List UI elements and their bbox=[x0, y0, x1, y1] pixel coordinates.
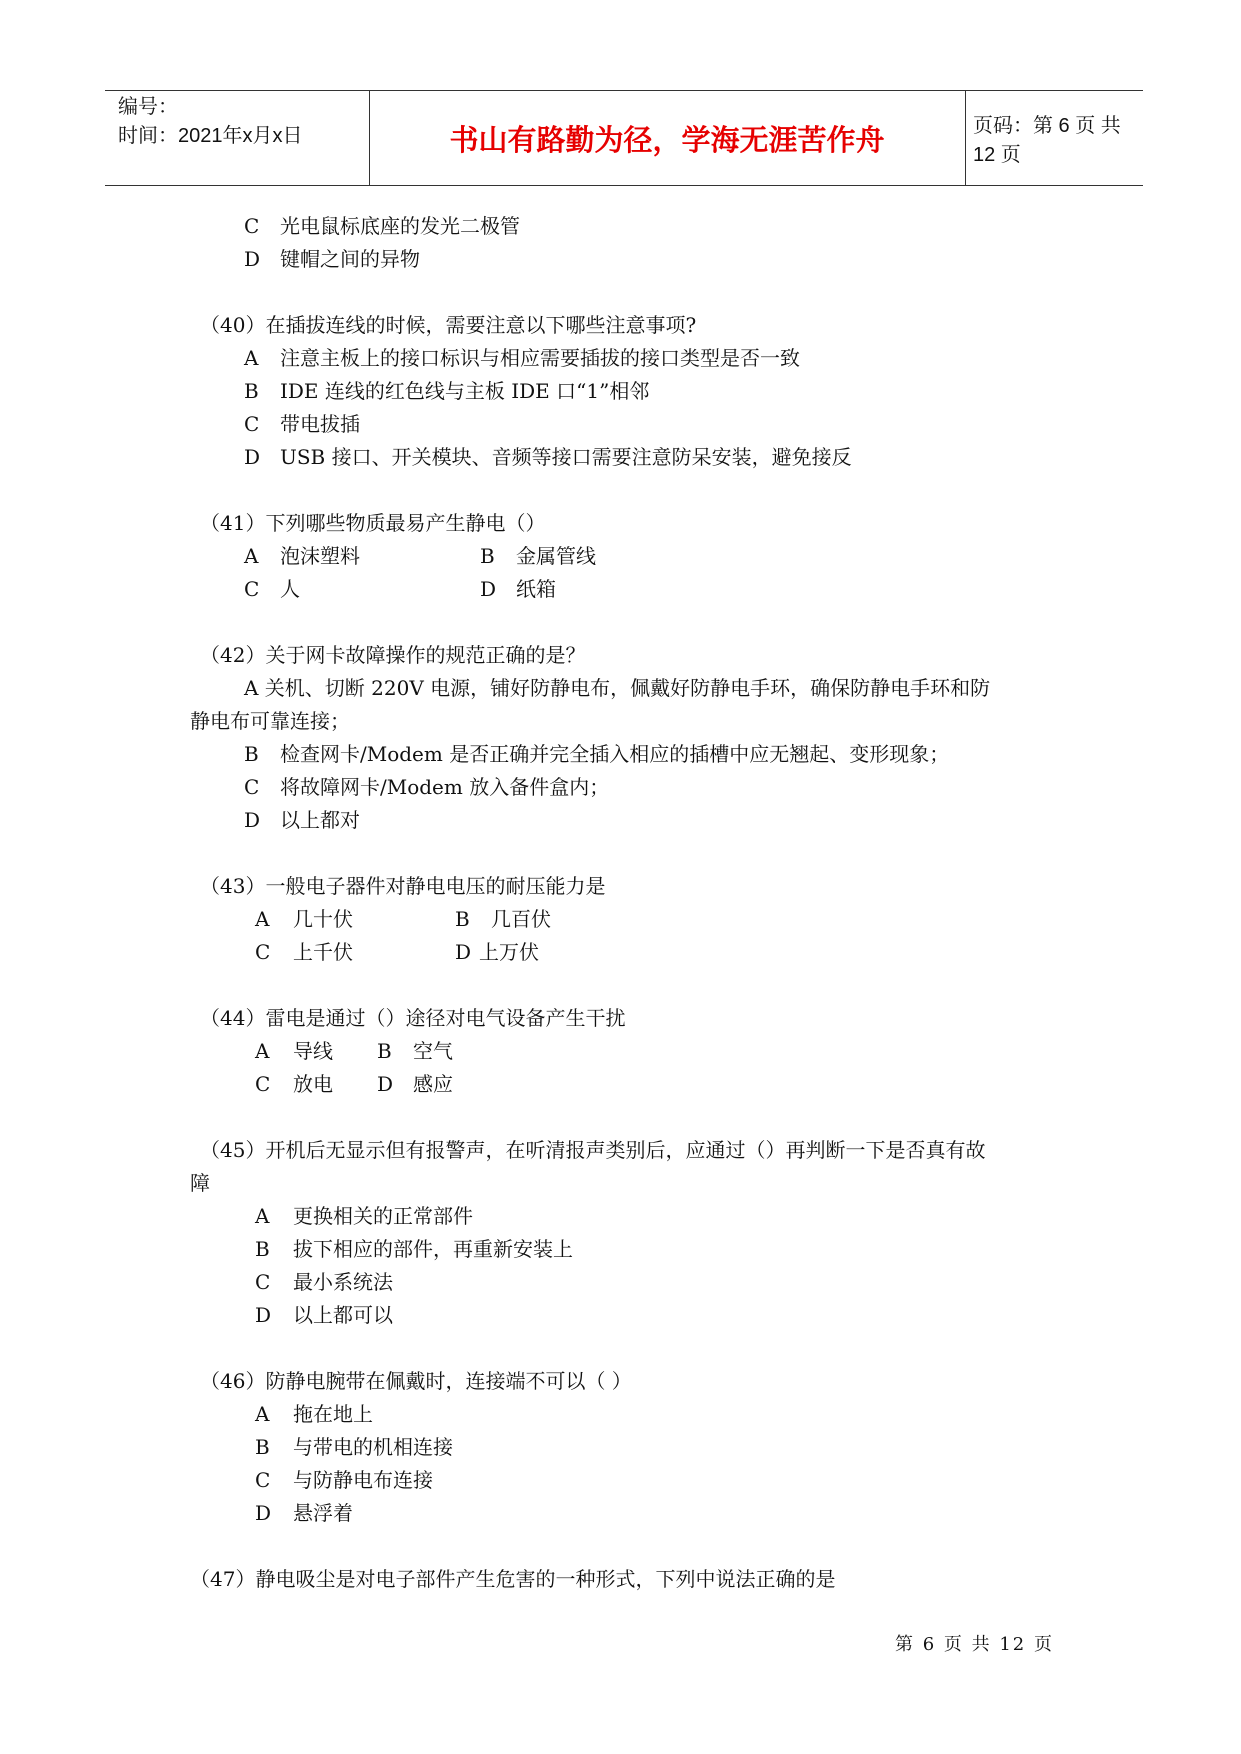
option-line bbox=[244, 243, 1070, 276]
page-footer: 第 6 页 共 12 页 bbox=[895, 1634, 1054, 1655]
question-45 bbox=[190, 1134, 1070, 1332]
option-text: 感应 bbox=[413, 1072, 453, 1096]
header-time-label: 时间：2021年x月x日 bbox=[118, 125, 303, 147]
question-stem: （44）雷电是通过（）途径对电气设备产生干扰 bbox=[200, 1006, 626, 1030]
option-letter: C bbox=[244, 775, 260, 799]
option-text: 放电 bbox=[293, 1072, 333, 1096]
option-text: 带电拔插 bbox=[280, 412, 360, 436]
option-text: 光电鼠标底座的发光二极管 bbox=[280, 214, 520, 238]
document-body bbox=[190, 210, 1070, 1596]
question-stem: （40）在插拔连线的时候，需要注意以下哪些注意事项? bbox=[200, 313, 697, 337]
option-text: 注意主板上的接口标识与相应需要插拔的接口类型是否一致 bbox=[280, 346, 800, 370]
option-text: 键帽之间的异物 bbox=[280, 247, 420, 271]
option-letter: B bbox=[455, 907, 470, 931]
question-stem: （43）一般电子器件对静电电压的耐压能力是 bbox=[200, 874, 606, 898]
question-44 bbox=[190, 1002, 1070, 1101]
option-line bbox=[244, 771, 1070, 804]
option-letter: D bbox=[244, 808, 261, 832]
option-letter: C bbox=[255, 1468, 271, 1492]
option-text: 金属管线 bbox=[516, 544, 596, 568]
option-line bbox=[255, 1200, 1070, 1233]
option-text: IDE 连线的红色线与主板 IDE 口“1”相邻 bbox=[280, 379, 650, 403]
option-a-line2: 静电布可靠连接； bbox=[190, 709, 350, 733]
header-divider bbox=[965, 91, 966, 185]
option-letter: A bbox=[255, 1039, 270, 1063]
option-line bbox=[255, 1299, 1070, 1332]
option-text: 泡沫塑料 bbox=[280, 544, 360, 568]
option-text: 悬浮着 bbox=[293, 1501, 353, 1525]
option-letter: A bbox=[244, 346, 259, 370]
option-letter: D bbox=[455, 940, 472, 964]
option-text: 与防静电布连接 bbox=[293, 1468, 433, 1492]
option-line bbox=[255, 1398, 1070, 1431]
option-line bbox=[244, 210, 1070, 243]
option-letter: A bbox=[255, 1402, 270, 1426]
option-letter: C bbox=[255, 1270, 271, 1294]
question-stem: （45）开机后无显示但有报警声，在听清报声类别后，应通过（）再判断一下是否真有故 bbox=[200, 1138, 986, 1162]
page-header bbox=[105, 90, 1143, 186]
option-line bbox=[244, 804, 1070, 837]
option-letter: B bbox=[244, 379, 259, 403]
option-row bbox=[255, 1035, 1070, 1068]
option-text: 纸箱 bbox=[516, 577, 556, 601]
option-letter: A bbox=[255, 1204, 270, 1228]
question-41 bbox=[190, 507, 1070, 606]
option-text: 更换相关的正常部件 bbox=[293, 1204, 473, 1228]
option-row bbox=[244, 540, 1070, 573]
header-page-label: 页码：第 6 页 共 12 页 bbox=[973, 115, 1121, 166]
question-stem: （41）下列哪些物质最易产生静电（） bbox=[200, 511, 546, 535]
option-text: 将故障网卡/Modem 放入备件盒内； bbox=[280, 775, 610, 799]
option-letter: A bbox=[244, 544, 259, 568]
option-letter: C bbox=[255, 940, 271, 964]
option-text: 几十伏 bbox=[293, 907, 353, 931]
option-text: 人 bbox=[280, 577, 300, 601]
option-line bbox=[255, 1266, 1070, 1299]
option-a-line1: A 关机、切断 220V 电源，铺好防静电布，佩戴好防静电手环，确保防静电手环和防 bbox=[244, 676, 991, 700]
option-text: 拔下相应的部件，再重新安装上 bbox=[293, 1237, 573, 1261]
header-motto: 书山有路勤为径，学海无涯苦作舟 bbox=[449, 122, 885, 157]
option-text: 最小系统法 bbox=[293, 1270, 393, 1294]
question-stem-cont: 障 bbox=[190, 1171, 210, 1195]
header-meta bbox=[118, 93, 368, 151]
option-row bbox=[255, 1068, 1070, 1101]
option-letter: B bbox=[255, 1237, 270, 1261]
option-text: 以上都对 bbox=[280, 808, 360, 832]
question-42 bbox=[190, 639, 1070, 837]
option-text: 上万伏 bbox=[479, 940, 539, 964]
option-letter: B bbox=[255, 1435, 270, 1459]
option-letter: C bbox=[244, 412, 260, 436]
option-row bbox=[255, 936, 1070, 969]
option-text: 导线 bbox=[293, 1039, 333, 1063]
option-text: 以上都可以 bbox=[293, 1303, 393, 1327]
option-text: 几百伏 bbox=[491, 907, 551, 931]
option-row bbox=[244, 573, 1070, 606]
option-line bbox=[244, 441, 1070, 474]
question-47 bbox=[190, 1563, 1070, 1596]
question-46 bbox=[190, 1365, 1070, 1530]
option-text: 拖在地上 bbox=[293, 1402, 373, 1426]
question-stem: （46）防静电腕带在佩戴时，连接端不可以（ ） bbox=[200, 1369, 632, 1393]
option-letter: C bbox=[244, 214, 260, 238]
question-40 bbox=[190, 309, 1070, 474]
option-line bbox=[244, 342, 1070, 375]
option-text: 检查网卡/Modem 是否正确并完全插入相应的插槽中应无翘起、变形现象； bbox=[280, 742, 950, 766]
option-line bbox=[244, 738, 1070, 771]
question-stem: （47）静电吸尘是对电子部件产生危害的一种形式，下列中说法正确的是 bbox=[190, 1567, 836, 1591]
option-letter: D bbox=[244, 445, 261, 469]
option-text: 空气 bbox=[413, 1039, 453, 1063]
option-text: USB 接口、开关模块、音频等接口需要注意防呆安装，避免接反 bbox=[280, 445, 852, 469]
option-letter: C bbox=[244, 577, 260, 601]
option-letter: B bbox=[480, 544, 495, 568]
question-43 bbox=[190, 870, 1070, 969]
header-number-label: 编号： bbox=[118, 96, 178, 118]
option-line bbox=[255, 1233, 1070, 1266]
option-line bbox=[255, 1497, 1070, 1530]
option-text: 上千伏 bbox=[293, 940, 353, 964]
option-row bbox=[255, 903, 1070, 936]
option-letter: D bbox=[255, 1303, 272, 1327]
option-letter: B bbox=[377, 1039, 392, 1063]
option-line bbox=[255, 1464, 1070, 1497]
option-letter: D bbox=[255, 1501, 272, 1525]
option-line bbox=[244, 408, 1070, 441]
option-letter: D bbox=[244, 247, 261, 271]
option-letter: C bbox=[255, 1072, 271, 1096]
option-text: 与带电的机相连接 bbox=[293, 1435, 453, 1459]
option-line bbox=[255, 1431, 1070, 1464]
question-stem: （42）关于网卡故障操作的规范正确的是？ bbox=[200, 643, 586, 667]
option-letter: D bbox=[377, 1072, 394, 1096]
option-letter: B bbox=[244, 742, 259, 766]
option-letter: D bbox=[480, 577, 497, 601]
carryover-options bbox=[190, 210, 1070, 276]
option-letter: A bbox=[255, 907, 270, 931]
option-line bbox=[244, 375, 1070, 408]
